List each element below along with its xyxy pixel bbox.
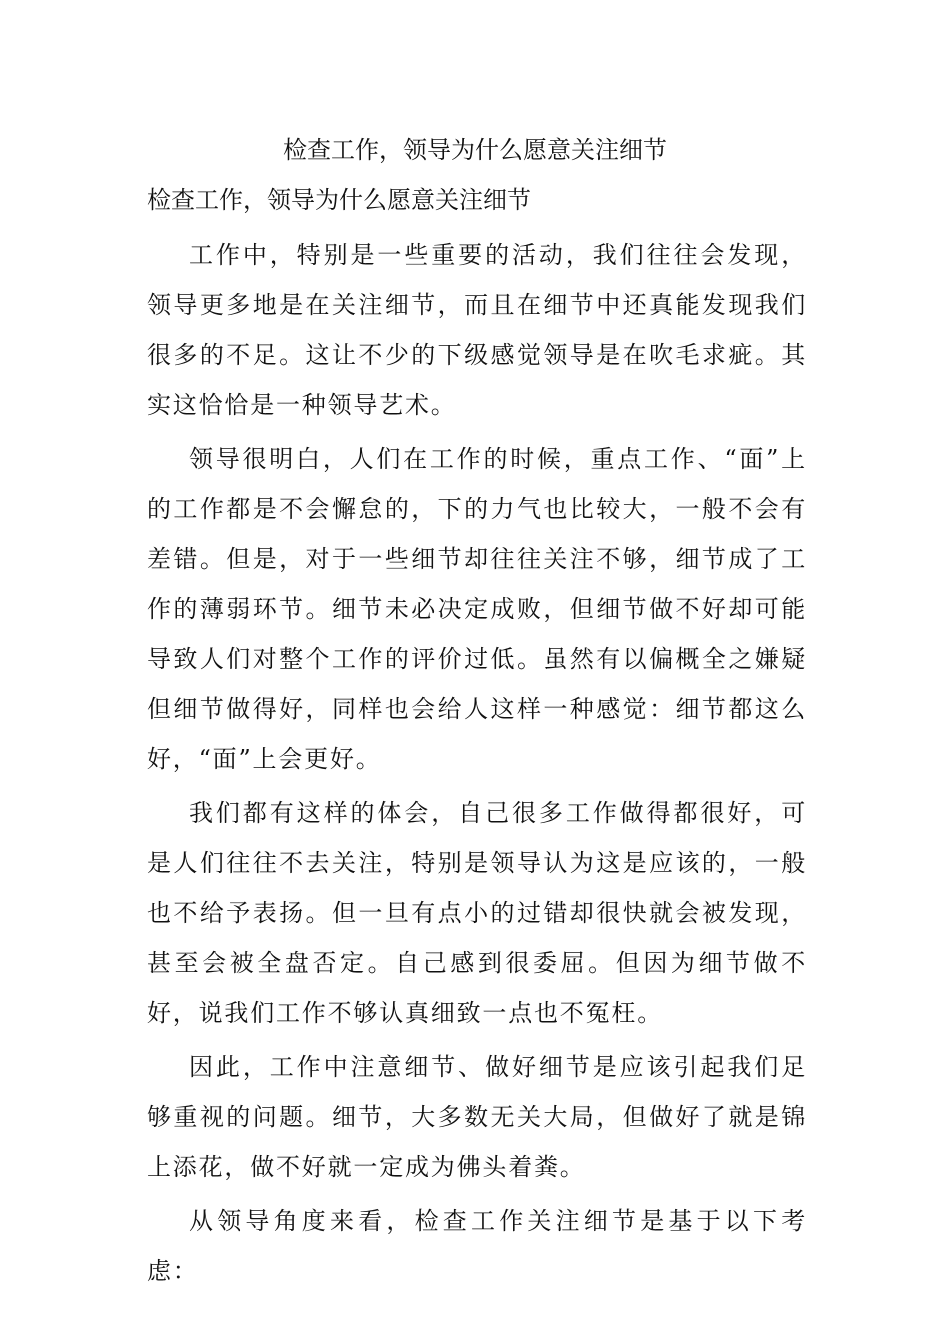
document-body <box>147 230 807 1300</box>
paragraph-4: 因此，工作中注意细节、做好细节是应该引起我们足够重视的问题。细节，大多数无关大局，但做好了就是锦上添花，做不好就一定成为佛头着粪。 <box>147 1053 807 1181</box>
paragraph-5: 从领导角度来看，检查工作关注细节是基于以下考虑： <box>147 1207 807 1285</box>
paragraph-2: 领导很明白，人们在工作的时候，重点工作、“面”上的工作都是不会懈怠的，下的力气也比较大，一般不会有差错。但是，对于一些细节却往往关注不够，细节成了工作的薄弱环节。细节未必决定成败，但细节做不好却可能导致人们对整个工作的评价过低。虽然有以偏概全之嫌疑但细节做得好，同样也会给人这样一种感觉：细节都这么好，“面”上会更好。 <box>147 445 807 773</box>
paragraph-3: 我们都有这样的体会，自己很多工作做得都很好，可是人们往往不去关注，特别是领导认为这是应该的，一般也不给予表扬。但一旦有点小的过错却很快就会被发现，甚至会被全盘否定。自己感到很委屈。但因为细节做不好，说我们工作不够认真细致一点也不冤枉。 <box>147 799 807 1027</box>
document-title: 检查工作，领导为什么愿意关注细节 <box>283 136 667 164</box>
paragraph-1: 工作中，特别是一些重要的活动，我们往往会发现，领导更多地是在关注细节，而且在细节中还真能发现我们很多的不足。这让不少的下级感觉领导是在吹毛求疵。其实这恰恰是一种领导艺术。 <box>147 241 807 419</box>
document-subtitle: 检查工作，领导为什么愿意关注细节 <box>147 186 531 214</box>
